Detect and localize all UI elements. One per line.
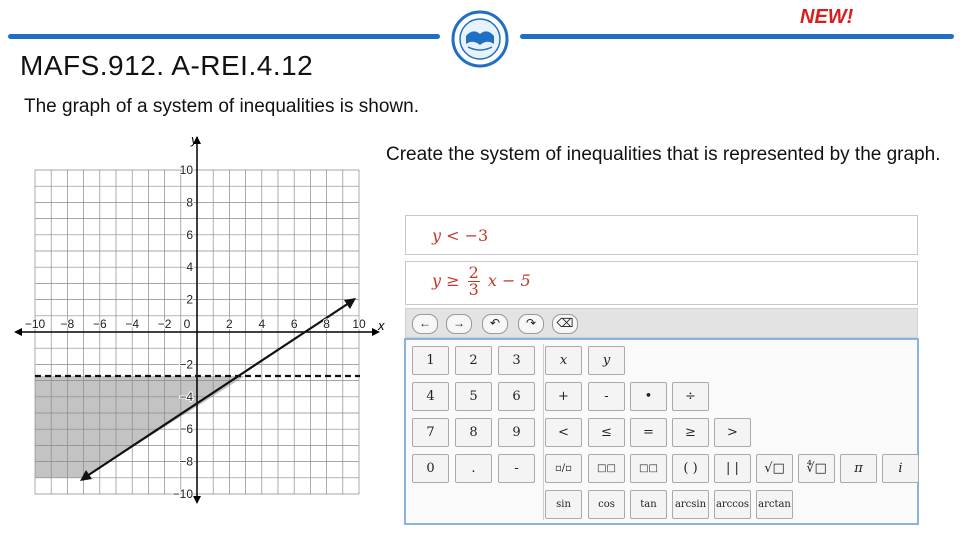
x-tick-label: 2 [226, 317, 233, 331]
x-axis-label: x [378, 318, 385, 333]
backspace-button[interactable]: ⌫ [552, 314, 578, 334]
key-0[interactable]: 0 [412, 454, 449, 483]
answer2-numerator: 2 [468, 263, 479, 282]
header-bar-left [8, 34, 440, 39]
right-arrow-button[interactable]: → [446, 314, 472, 334]
answer2-tail: x − 5 [487, 271, 531, 290]
answer1-lhs: y [432, 226, 442, 245]
x-axis-arrow-left [14, 328, 22, 336]
school-district-seal-logo [446, 10, 514, 68]
x-tick-label: −8 [60, 317, 75, 331]
key-arcsin[interactable]: arcsin [672, 490, 709, 519]
answer-input-1[interactable] [405, 215, 918, 255]
key-divide[interactable]: ÷ [672, 382, 709, 411]
key-2[interactable]: 2 [455, 346, 492, 375]
key-6[interactable]: 6 [498, 382, 535, 411]
y-tick-label: 10 [179, 163, 193, 177]
answer1-op: < [446, 226, 460, 245]
undo-button[interactable]: ↶ [482, 314, 508, 334]
x-tick-label: −4 [125, 317, 140, 331]
header-bar-right [520, 34, 954, 39]
y-tick-label: −8 [179, 454, 193, 469]
x-tick-label: 0 [183, 317, 191, 331]
key-arctan[interactable]: arctan [756, 490, 793, 519]
key-less-than[interactable]: < [545, 418, 582, 447]
key-plus[interactable]: + [545, 382, 582, 411]
answer-input-2[interactable] [405, 261, 918, 305]
key-parentheses[interactable]: ( ) [672, 454, 709, 483]
y-tick-label: 2 [186, 292, 193, 307]
y-tick-label: −4 [179, 389, 193, 404]
key-8[interactable]: 8 [455, 418, 492, 447]
key-negative[interactable]: - [498, 454, 535, 483]
key-1[interactable]: 1 [412, 346, 449, 375]
key-equals[interactable]: = [630, 418, 667, 447]
key-pi[interactable]: π [840, 454, 877, 483]
key-square-root[interactable]: √□ [756, 454, 793, 483]
key-greater-than[interactable]: > [714, 418, 751, 447]
math-keypad [404, 338, 919, 525]
y-tick-label: −2 [179, 357, 193, 372]
key-y[interactable]: y [588, 346, 625, 375]
y-axis-label: y [191, 132, 198, 147]
question-subtitle: The graph of a system of inequalities is shown. [24, 96, 419, 117]
key-decimal[interactable]: . [455, 454, 492, 483]
y-tick-label: 4 [186, 260, 193, 275]
key-exponent[interactable]: □□ [588, 454, 625, 483]
answer2-op: ≥ [446, 271, 460, 290]
key-7[interactable]: 7 [412, 418, 449, 447]
x-tick-label: −6 [92, 317, 107, 331]
y-tick-label: 8 [186, 195, 193, 210]
y-tick-label: −10 [172, 487, 193, 501]
key-absolute-value[interactable]: | | [714, 454, 751, 483]
key-4[interactable]: 4 [412, 382, 449, 411]
y-tick-label: −6 [179, 422, 193, 437]
key-9[interactable]: 9 [498, 418, 535, 447]
redo-button[interactable]: ↷ [518, 314, 544, 334]
key-x[interactable]: x [545, 346, 582, 375]
x-tick-label: 10 [352, 317, 366, 331]
editor-toolbar [405, 308, 918, 338]
y-axis-arrow-bottom [193, 496, 201, 504]
new-badge: NEW! [800, 6, 854, 28]
x-tick-label: 8 [323, 317, 330, 331]
x-tick-label: −2 [157, 317, 172, 331]
key-imaginary-i[interactable]: i [882, 454, 919, 483]
answer2-fraction [468, 265, 480, 298]
key-greater-equal[interactable]: ≥ [672, 418, 709, 447]
answer2-denominator: 3 [468, 280, 479, 299]
x-tick-label: 4 [258, 317, 266, 331]
key-arccos[interactable]: arccos [714, 490, 751, 519]
standard-title: MAFS.912. A-REI.4.12 [20, 50, 314, 81]
key-subscript[interactable]: □□ [630, 454, 667, 483]
left-arrow-button[interactable]: ← [412, 314, 438, 334]
y-tick-label: 6 [186, 227, 193, 242]
key-less-equal[interactable]: ≤ [588, 418, 625, 447]
key-minus[interactable]: - [588, 382, 625, 411]
key-tan[interactable]: tan [630, 490, 667, 519]
answer2-lhs: y [432, 271, 442, 290]
x-tick-label: −10 [24, 317, 46, 331]
key-3[interactable]: 3 [498, 346, 535, 375]
keypad-divider [543, 344, 544, 520]
key-fraction[interactable]: ▫/▫ [545, 454, 582, 483]
answer1-rhs: −3 [464, 226, 489, 245]
x-tick-label: 6 [290, 317, 298, 331]
key-multiply[interactable]: • [630, 382, 667, 411]
key-sin[interactable]: sin [545, 490, 582, 519]
key-5[interactable]: 5 [455, 382, 492, 411]
question-prompt: Create the system of inequalities that is represented by the graph. [386, 144, 941, 165]
inequality-graph [10, 130, 390, 506]
key-nth-root[interactable]: ∜□ [798, 454, 835, 483]
key-cos[interactable]: cos [588, 490, 625, 519]
